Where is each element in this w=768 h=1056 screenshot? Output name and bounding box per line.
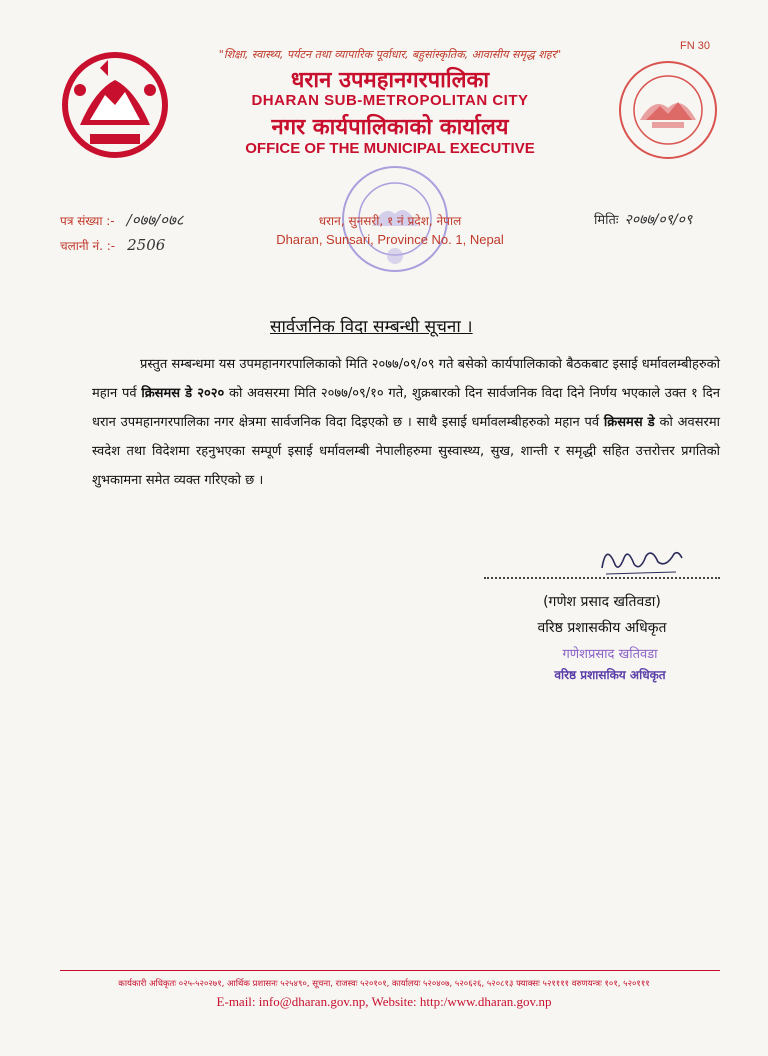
footer-contacts: कार्यकारी अधिकृतः ०२५-५२०२७१, आर्थिक प्रशासनः ५२५४९०, सूचना, राजस्वः ५२०१०१, कार्यालयः ५२०४०७, ५२०६२६, ५२०८१३ फ्याक्सः ५२११११ वरुणयन्त्रः १०१, ५२०१११: [118, 979, 650, 989]
body-bold-2: क्रिसमस डे: [603, 415, 655, 430]
office-title-nepali: नगर कार्यपालिकाको कार्यालय: [271, 115, 509, 140]
signer-name: (गणेश प्रसाद खतिवडा): [543, 594, 661, 610]
body-text-2: को अवसरमा मिति २०७७/०९/१० गते, शुक्रबारको दिन सार्वजनिक विदा दिने निर्णय भएकाले उक्त १ दिन धरान उपमहानगरपालिका नगर क्षेत्रमा सार्वजनिक विदा दिइएको छ । साथै इसाई धर्मावलम्बीहरुको महान पर्व: [92, 386, 720, 430]
letter-number: [60, 210, 184, 230]
motto: "शिक्षा, स्वास्थ्य, पर्यटन तथा व्यापारिक पूर्वाधार, बहुसांस्कृतिक, आवासीय समृद्ध शहर": [218, 48, 562, 61]
signer-title: वरिष्ठ प्रशासकीय अधिकृत: [537, 620, 667, 636]
notice-body: [92, 350, 720, 495]
form-code: FN 30: [680, 40, 710, 52]
date-label: मितिः: [594, 213, 619, 228]
dispatch-number-label: चलानी नं. :-: [60, 239, 116, 253]
notice-subject: सार्वजनिक विदा सम्बन्धी सूचना ।: [270, 317, 473, 337]
handwritten-signature-icon: [596, 538, 686, 582]
dispatch-number-value: 2506: [127, 236, 166, 254]
date-value: २०७७/०९/०९: [624, 212, 693, 228]
signer-stamp-name: गणेशप्रसाद खतिवडा: [562, 647, 658, 662]
municipal-seal-icon: [616, 58, 720, 162]
signature-line: [484, 577, 720, 579]
dispatch-number: [60, 236, 165, 254]
body-bold-1: क्रिसमस डे २०२०: [141, 386, 225, 401]
letter-number-label: पत्र संख्या :-: [60, 214, 115, 228]
municipality-title-english: DHARAN SUB-METROPOLITAN CITY: [251, 92, 529, 109]
footer-email-website: E-mail: info@dharan.gov.np, Website: http:/www.dharan.gov.np: [216, 994, 552, 1009]
body-text-3: को अवसरमा स्वदेश तथा विदेशमा रहनुभएका सम्पूर्ण इसाई धर्मावलम्बी नेपालीहरुमा सुस्वास्थ्य, सुख, शान्ती र समृद्धी सहित उत्तरोत्तर प्रगतिको शुभकामना समेत व्यक्त गरिएको छ ।: [92, 415, 720, 488]
address-english: Dharan, Sunsari, Province No. 1, Nepal: [276, 232, 504, 247]
address-nepali: धरान, सुनसरी, १ नं प्रदेश, नेपाल: [318, 214, 462, 228]
letter-date: [594, 210, 692, 229]
municipality-title-nepali: धरान उपमहानगरपालिका: [290, 68, 490, 93]
signer-stamp-title: वरिष्ठ प्रशासकिय अधिकृत: [554, 668, 666, 682]
office-title-english: OFFICE OF THE MUNICIPAL EXECUTIVE: [245, 140, 535, 157]
letter-number-value: /०७७/०७८: [126, 211, 184, 229]
body-text-1: प्रस्तुत सम्बन्धमा यस उपमहानगरपालिकाको मिति २०७७/०९/०९ गते बसेको कार्यपालिकाको बैठकबाट इसाई धर्मावलम्बीहरुको महान पर्व: [92, 357, 720, 401]
nepal-emblem-icon: [60, 50, 170, 160]
footer-divider: [60, 970, 720, 971]
